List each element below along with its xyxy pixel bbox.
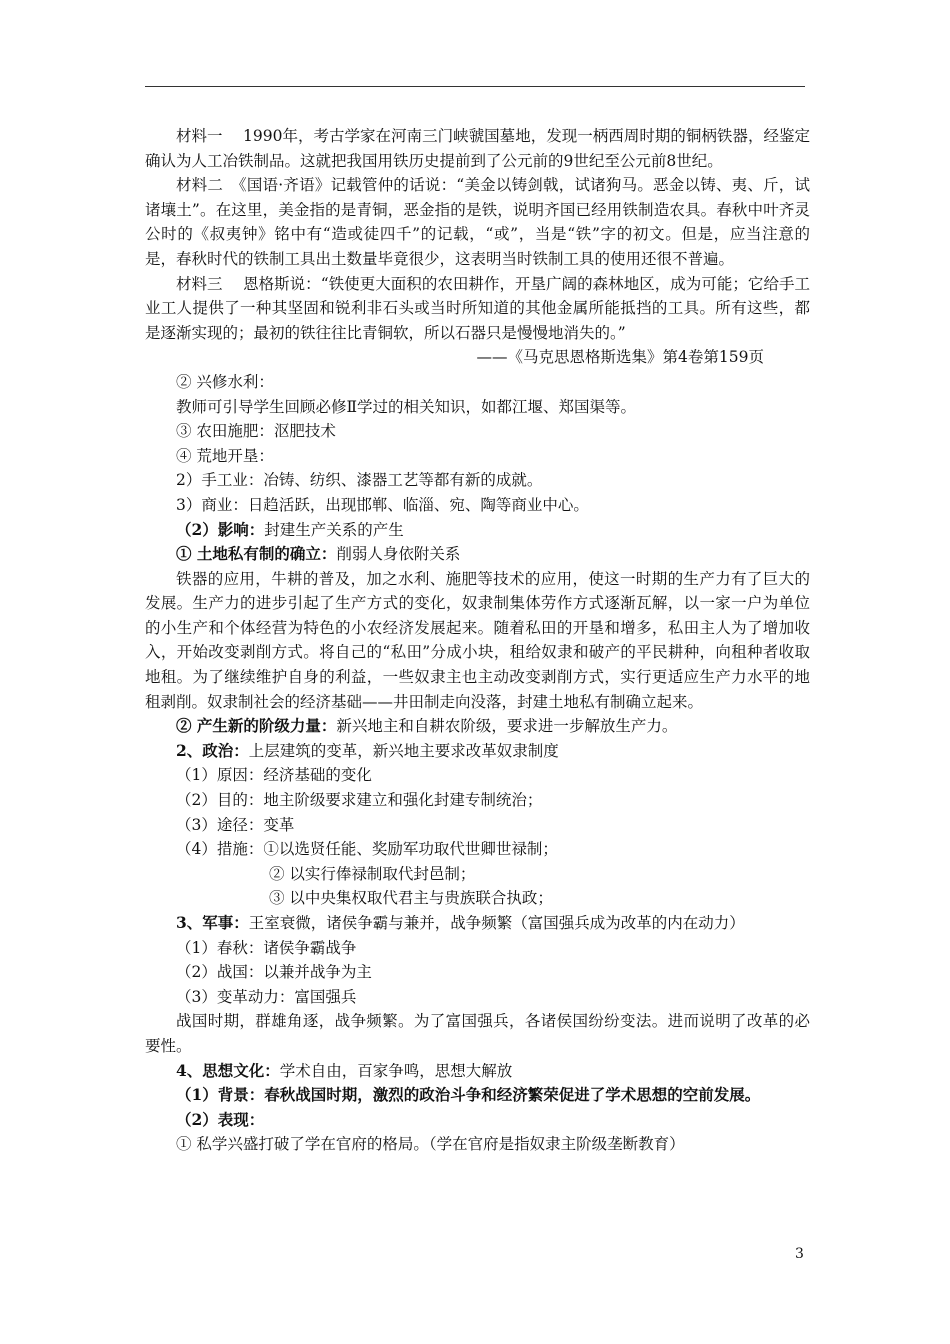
list-item: （1）春秋：诸侯争霸战争 [176,938,357,957]
list-item: ① 私学兴盛打破了学在官府的格局。（学在官府是指奴隶主阶级垄断教育） [176,1135,685,1154]
list-item: 教师可引导学生回顾必修Ⅱ学过的相关知识，如都江堰、郑国渠等。 [176,397,637,416]
paragraph: 材料三 恩格斯说：“铁使更大面积的农田耕作，开垦广阔的森林地区，成为可能；它给手工业工人提供了一种其坚固和锐利非石头或当时所知道的其他金属所能抵挡的工具。所有这些，都是逐渐实现的；最初的铁往往比青铜软，所以石器只是慢慢地消失的。” [145,274,810,342]
list-item: ① 土地私有制的确立：削弱人身依附关系 [176,544,461,564]
page-number: 3 [795,1246,804,1262]
list-item: ③ 以中央集权取代君主与贵族联合执政； [269,889,553,908]
citation: ——《马克思恩格斯选集》第4卷第159页 [476,348,764,367]
paragraph: 战国时期，群雄角逐，战争频繁。为了富国强兵，各诸侯国纷纷变法。进而说明了改革的必要性。 [145,1012,810,1055]
list-item: （1）背景：春秋战国时期，激烈的政治斗争和经济繁荣促进了学术思想的空前发展。 [176,1085,761,1105]
list-item: （1）原因：经济基础的变化 [176,766,372,785]
list-item: （4）措施：①以选贤任能、奖励军功取代世卿世禄制； [176,840,558,859]
list-item: 3）商业：日趋活跃，出现邯郸、临淄、宛、陶等商业中心。 [176,495,589,514]
section-heading: 4、思想文化：学术自由，百家争鸣，思想大解放 [176,1060,513,1080]
list-item: （3）变革动力：富国强兵 [176,987,357,1006]
list-item: ② 以实行俸禄制取代封邑制； [269,864,476,883]
list-item: （3）途径：变革 [176,815,295,834]
paragraph: 材料一 1990年，考古学家在河南三门峡虢国墓地，发现一柄西周时期的铜柄铁器，经鉴定确认为人工冶铁制品。这就把我国用铁历史提前到了公元前的9世纪至公元前8世纪。 [145,127,810,170]
list-item: ③ 农田施肥：沤肥技术 [176,422,336,441]
list-item: （2）目的：地主阶级要求建立和强化封建专制统治； [176,791,543,810]
list-item: 2）手工业：冶铸、纺织、漆器工艺等都有新的成就。 [176,471,543,490]
list-item: ④ 荒地开垦： [176,446,274,465]
paragraph: 铁器的应用，牛耕的普及，加之水利、施肥等技术的应用，使这一时期的生产力有了巨大的发展。生产力的进步引起了生产方式的变化，奴隶制集体劳作方式逐渐瓦解，以一家一户为单位的小生产和个体经营为特色的小农经济发展起来。随着私田的开垦和增多，私田主人为了增加收入，开始改变剥削方式。将自己的“私田”分成小块，租给奴隶和破产的平民耕种，向租种者收取地租。为了继续维护自身的利益，一些奴隶主也主动改变剥削方式，实行更适应生产力水平的地租剥削。奴隶制社会的经济基础——井田制走向没落，封建土地私有制确立起来。 [145,569,810,711]
list-item: （2）战国：以兼并战争为主 [176,963,372,982]
paragraph: 材料二 《国语·齐语》记载管仲的话说：“美金以铸剑戟，试诸狗马。恶金以铸、夷、斤，试诸壤土”。在这里，美金指的是青铜，恶金指的是铁，说明齐国已经用铁制造农具。春秋中叶齐灵公时的《叔夷钟》铭中有“造或徒四千”的记载，“或”，当是“铁”字的初文。但是，应当注意的是，春秋时代的铁制工具出土数量毕竟很少，这表明当时铁制工具的使用还很不普遍。 [145,176,810,268]
list-item: （2）影响：封建生产关系的产生 [176,519,404,539]
section-heading: 3、军事：王室衰微，诸侯争霸与兼并，战争频繁（富国强兵成为改革的内在动力） [176,913,745,932]
section-heading: 2、政治：上层建筑的变革，新兴地主要求改革奴隶制度 [176,740,559,760]
header-rule [145,86,805,87]
document-body [145,124,810,1157]
list-item: ② 兴修水利： [176,372,274,391]
list-item: （2）表现： [176,1109,265,1129]
list-item: ② 产生新的阶级力量：新兴地主和自耕农阶级，要求进一步解放生产力。 [176,716,678,736]
